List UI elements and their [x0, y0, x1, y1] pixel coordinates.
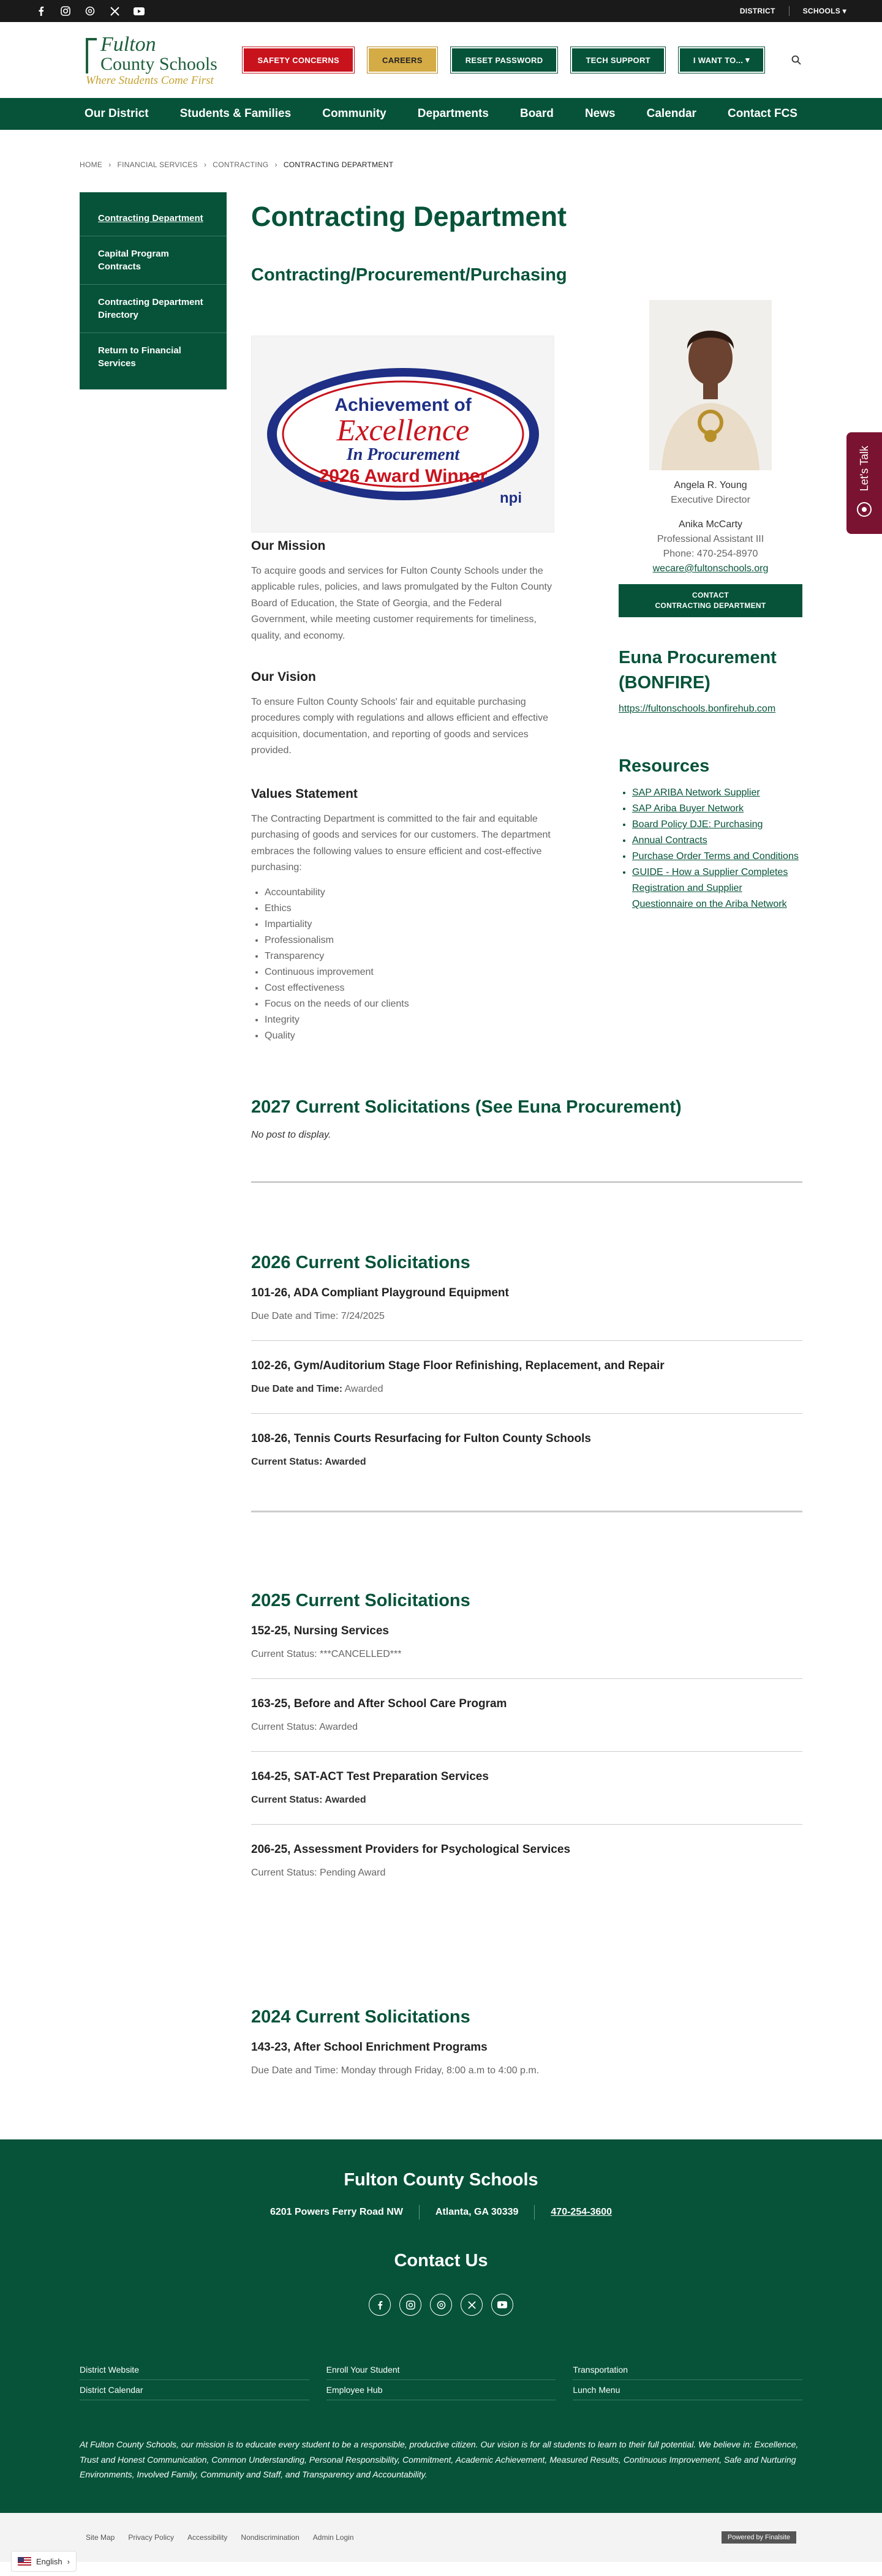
nav-news[interactable]: News: [584, 107, 616, 120]
lets-talk-tab[interactable]: [846, 432, 882, 534]
divider: [789, 6, 790, 16]
admin-login-link[interactable]: Admin Login: [312, 2533, 354, 2542]
list-item: • Quality: [265, 1028, 557, 1044]
site-footer: [0, 2139, 882, 2513]
language-label: English: [36, 2556, 62, 2566]
sidenav-return-financial-services[interactable]: Return to Financial Services: [98, 345, 181, 369]
list-item: [251, 1432, 802, 1468]
solicitations-2026: [251, 1253, 802, 1512]
staff-photo-illustration: [649, 300, 772, 470]
tech-support-button[interactable]: TECH SUPPORT: [571, 47, 665, 73]
logo-tagline: Where Students Come First: [86, 73, 214, 87]
no-posts-message: No post to display.: [251, 1130, 331, 1140]
list-item: • Professionalism: [265, 933, 557, 948]
divider: [251, 1340, 802, 1341]
schools-label: SCHOOLS: [802, 7, 841, 15]
contact-btn-line2: CONTRACTING DEPARTMENT: [655, 601, 766, 610]
solicitation-title[interactable]: 108-26, Tennis Courts Resurfacing for Fulton County Schools: [251, 1432, 591, 1445]
chevron-right-icon: ›: [203, 160, 207, 169]
list-item: • Cost effectiveness: [265, 980, 557, 996]
site-header: [0, 22, 882, 98]
staff-email-link[interactable]: wecare@fultonschools.org: [652, 563, 769, 574]
header-buttons: [243, 47, 802, 73]
resource-link[interactable]: • SAP Ariba Buyer Network: [632, 801, 802, 817]
vision-block: [251, 670, 557, 759]
nav-community[interactable]: Community: [322, 107, 386, 120]
breadcrumb-contracting[interactable]: CONTRACTING: [213, 160, 269, 169]
award-badge-image: [251, 336, 554, 533]
euna-link[interactable]: https://fultonschools.bonfirehub.com: [619, 704, 776, 715]
schools-dropdown[interactable]: [803, 7, 846, 15]
resource-link[interactable]: • Annual Contracts: [632, 833, 802, 849]
sidenav-contracting-department[interactable]: Contracting Department: [80, 201, 227, 236]
solicitation-title[interactable]: 101-26, ADA Compliant Playground Equipment: [251, 1286, 509, 1299]
i-want-to-button[interactable]: [679, 47, 764, 73]
npi-logo: npi: [499, 490, 522, 506]
sidenav-contracting-directory[interactable]: Contracting Department Directory: [80, 285, 227, 333]
safety-concerns-button[interactable]: SAFETY CONCERNS: [243, 47, 354, 73]
resources-list: [619, 785, 802, 912]
lets-talk-label: Let's Talk: [858, 446, 870, 492]
accessibility-link[interactable]: Accessibility: [187, 2533, 228, 2542]
chevron-right-icon: ›: [274, 160, 277, 169]
footer-social-links: [0, 2294, 882, 2316]
vision-text: To ensure Fulton County Schools' fair and equitable purchasing procedures comply with regulations and allows efficient and effective acquisition, documentation, and reporting of goods and services provided.: [251, 697, 549, 756]
list-item: • Focus on the needs of our clients: [265, 996, 557, 1012]
award-line4: 2026 Award Winner: [318, 466, 487, 486]
staff-title-2: Professional Assistant III: [657, 534, 764, 544]
mission-heading: Our Mission: [251, 539, 326, 553]
youtube-icon[interactable]: [134, 6, 145, 17]
search-icon[interactable]: [790, 54, 802, 66]
divider: [251, 1181, 802, 1183]
list-item: [251, 1624, 802, 1660]
contact-us-heading: Contact Us: [394, 2251, 488, 2270]
sidenav-capital-program-contracts[interactable]: Capital Program Contracts: [80, 236, 227, 285]
footer-link-employee-hub[interactable]: Employee Hub: [326, 2380, 556, 2400]
nav-our-district[interactable]: Our District: [85, 107, 149, 120]
reset-password-button[interactable]: RESET PASSWORD: [451, 47, 558, 73]
resource-link[interactable]: • Purchase Order Terms and Conditions: [632, 849, 802, 865]
list-item: [251, 1697, 802, 1733]
award-badge-graphic: [262, 355, 544, 514]
section-subtitle: Contracting/Procurement/Purchasing: [251, 265, 567, 285]
solicitation-title[interactable]: 152-25, Nursing Services: [251, 1624, 389, 1637]
breadcrumb: [80, 160, 393, 169]
list-item: [251, 1770, 802, 1806]
solicitation-title[interactable]: 143-23, After School Enrichment Programs: [251, 2041, 488, 2054]
list-item: • Continuous improvement: [265, 964, 557, 980]
footer-links: [80, 2360, 802, 2400]
chat-icon: [856, 501, 872, 520]
staff-phone: Phone: 470-254-8970: [663, 549, 758, 559]
us-flag-icon: [18, 2557, 31, 2566]
threads-icon[interactable]: [85, 6, 96, 17]
contact-department-button[interactable]: [619, 584, 802, 617]
x-icon[interactable]: [109, 6, 120, 17]
values-list: [251, 885, 557, 1044]
logo-line2: County Schools: [100, 53, 217, 74]
solicitation-label: Current Status: Awarded: [251, 1457, 366, 1467]
facebook-icon[interactable]: [36, 6, 47, 17]
instagram-icon[interactable]: [399, 2294, 421, 2316]
nav-contact-fcs[interactable]: Contact FCS: [727, 107, 797, 120]
divider: [251, 1751, 802, 1752]
staff-name-1: Angela R. Young: [674, 480, 747, 490]
values-block: [251, 787, 557, 1044]
list-item: • Impartiality: [265, 917, 557, 933]
footer-address: [0, 2205, 882, 2220]
divider: [251, 1511, 802, 1512]
footer-link-calendar[interactable]: District Calendar: [80, 2380, 309, 2400]
logo-wordmark: [86, 34, 217, 73]
nav-students-families[interactable]: Students & Families: [179, 107, 292, 120]
chevron-right-icon: ›: [67, 2556, 70, 2566]
facebook-icon[interactable]: [369, 2294, 391, 2316]
footer-district-name: Fulton County Schools: [344, 2170, 538, 2190]
nav-board[interactable]: Board: [519, 107, 554, 120]
solicitations-2024: [251, 2007, 802, 2076]
list-item: • Transparency: [265, 948, 557, 964]
list-item: [251, 1359, 802, 1395]
solicitation-meta: Due Date and Time: Monday through Friday, 8:00 a.m to 4:00 p.m.: [251, 2065, 540, 2076]
chevron-down-icon: ▾: [842, 7, 846, 15]
staff-title-1: Executive Director: [671, 495, 750, 505]
logo-line1: Fulton: [100, 32, 156, 56]
list-item: • Integrity: [265, 1012, 557, 1028]
solicitations-2027-heading: 2027 Current Solicitations (See Euna Procurement): [251, 1097, 682, 1117]
divider: [251, 1678, 802, 1679]
solicitation-label: Due Date and Time:: [251, 1384, 343, 1394]
top-right-links: [740, 6, 846, 16]
footer-link-enroll[interactable]: Enroll Your Student: [326, 2360, 556, 2380]
staff-photo: [649, 300, 772, 470]
contact-btn-line1: CONTACT: [692, 591, 729, 600]
resource-link[interactable]: • Board Policy DJE: Purchasing: [632, 817, 802, 833]
footer-city: Atlanta, GA 30339: [435, 2207, 519, 2217]
mission-text: To acquire goods and services for Fulton County Schools under the applicable rules, policies, and laws promulgated by the Fulton County Board of Education, the State of Georgia, and the Federal Government, while meeting customer requirements for timeliness, quality, and economy.: [251, 566, 552, 641]
chevron-down-icon: ▾: [745, 55, 750, 64]
careers-button[interactable]: CAREERS: [368, 47, 437, 73]
chevron-right-icon: ›: [108, 160, 111, 169]
footer-link-transportation[interactable]: Transportation: [573, 2360, 802, 2380]
award-line2: Excellence: [336, 413, 469, 447]
resource-link[interactable]: • SAP ARIBA Network Supplier: [632, 785, 802, 801]
footer-bottom-bar: [0, 2513, 882, 2562]
social-links: [36, 6, 145, 17]
list-item: [251, 1286, 802, 1322]
euna-heading: Euna Procurement (BONFIRE): [619, 648, 777, 693]
language-selector[interactable]: [11, 2551, 77, 2572]
threads-icon[interactable]: [430, 2294, 452, 2316]
i-want-to-label: I WANT TO...: [693, 55, 744, 65]
page-title: Contracting Department: [251, 201, 567, 232]
solicitation-value: Awarded: [344, 1384, 383, 1394]
section-navigation: [80, 192, 227, 389]
logo-mark: [86, 38, 97, 73]
list-item: • Accountability: [265, 885, 557, 901]
nondiscrimination-link[interactable]: Nondiscrimination: [241, 2533, 300, 2542]
district-link[interactable]: DISTRICT: [739, 7, 775, 15]
solicitation-label: Due Date and Time:: [251, 1311, 339, 1321]
solicitations-2025: [251, 1591, 802, 1879]
award-line1: Achievement of: [334, 395, 472, 415]
divider: [419, 2205, 420, 2220]
site-map-link[interactable]: Site Map: [86, 2533, 115, 2542]
solicitations-2026-heading: 2026 Current Solicitations: [251, 1253, 470, 1272]
footer-mission-statement: At Fulton County Schools, our mission is to educate every student to be a responsible, productive citizen. Our vision is for all students to learn to their full potential. We believe in: Excellence, Trust and Honest Communication, Common Understanding, Personal Responsibility, Commitment, Academic Achievement, Measured Results, Continuous Improvement, Safe and Nurturing Environments, Involved Family, Community and Staff, and Transparency and Accountability.: [80, 2439, 799, 2479]
privacy-policy-link[interactable]: Privacy Policy: [128, 2533, 175, 2542]
list-item: [251, 1843, 802, 1879]
resource-link[interactable]: • GUIDE - How a Supplier Completes Registration and Supplier Questionnaire on the Ariba Network: [632, 865, 802, 912]
footer-bottom-links: [86, 2533, 354, 2542]
footer-street: 6201 Powers Ferry Road NW: [270, 2207, 403, 2217]
footer-link-lunch-menu[interactable]: Lunch Menu: [573, 2380, 802, 2400]
powered-by-badge[interactable]: Powered by Finalsite: [722, 2531, 796, 2544]
breadcrumb-home[interactable]: HOME: [80, 160, 103, 169]
resources-heading: Resources: [619, 756, 710, 776]
top-utility-bar: [0, 0, 882, 22]
divider: [251, 1824, 802, 1825]
instagram-icon[interactable]: [60, 6, 71, 17]
solicitation-title[interactable]: 102-26, Gym/Auditorium Stage Floor Refinishing, Replacement, and Repair: [251, 1359, 665, 1372]
staff-contact-info: [619, 480, 802, 574]
youtube-icon[interactable]: [491, 2294, 513, 2316]
solicitations-2027: [251, 1097, 802, 1183]
vision-heading: Our Vision: [251, 670, 316, 684]
solicitation-label: Current Status:: [251, 1722, 317, 1732]
mission-block: [251, 539, 557, 644]
values-heading: Values Statement: [251, 787, 358, 801]
solicitation-title[interactable]: 163-25, Before and After School Care Program: [251, 1697, 507, 1710]
solicitations-2024-heading: 2024 Current Solicitations: [251, 2007, 470, 2027]
solicitation-label: Current Status: Awarded: [251, 1795, 366, 1805]
solicitation-title[interactable]: 206-25, Assessment Providers for Psychological Services: [251, 1843, 571, 1856]
breadcrumb-financial-services[interactable]: FINANCIAL SERVICES: [117, 160, 198, 169]
divider: [251, 1413, 802, 1414]
nav-calendar[interactable]: Calendar: [646, 107, 696, 120]
footer-phone-link[interactable]: 470-254-3600: [551, 2207, 612, 2217]
solicitations-2025-heading: 2025 Current Solicitations: [251, 1591, 470, 1610]
divider: [534, 2205, 535, 2220]
staff-sidebar: [619, 300, 802, 912]
solicitation-value: Awarded: [319, 1722, 358, 1732]
x-icon[interactable]: [461, 2294, 483, 2316]
district-logo[interactable]: [86, 34, 217, 86]
main-navigation: [0, 98, 882, 130]
staff-name-2: Anika McCarty: [678, 519, 743, 530]
breadcrumb-current: CONTRACTING DEPARTMENT: [283, 160, 394, 169]
nav-departments[interactable]: Departments: [417, 107, 489, 120]
values-text: The Contracting Department is committed to the fair and equitable purchasing of goods and services for our customers. The department embraces the following values to ensure efficient and cost-effective purchasing:: [251, 814, 551, 873]
footer-link-district-website[interactable]: District Website: [80, 2360, 309, 2380]
solicitation-value: 7/24/2025: [341, 1311, 385, 1321]
award-line3: In Procurement: [346, 445, 459, 464]
solicitation-label: Current Status: ***CANCELLED***: [251, 1649, 402, 1659]
list-item: • Ethics: [265, 901, 557, 917]
solicitation-label: Current Status: Pending Award: [251, 1868, 386, 1878]
solicitation-title[interactable]: 164-25, SAT-ACT Test Preparation Services: [251, 1770, 489, 1783]
